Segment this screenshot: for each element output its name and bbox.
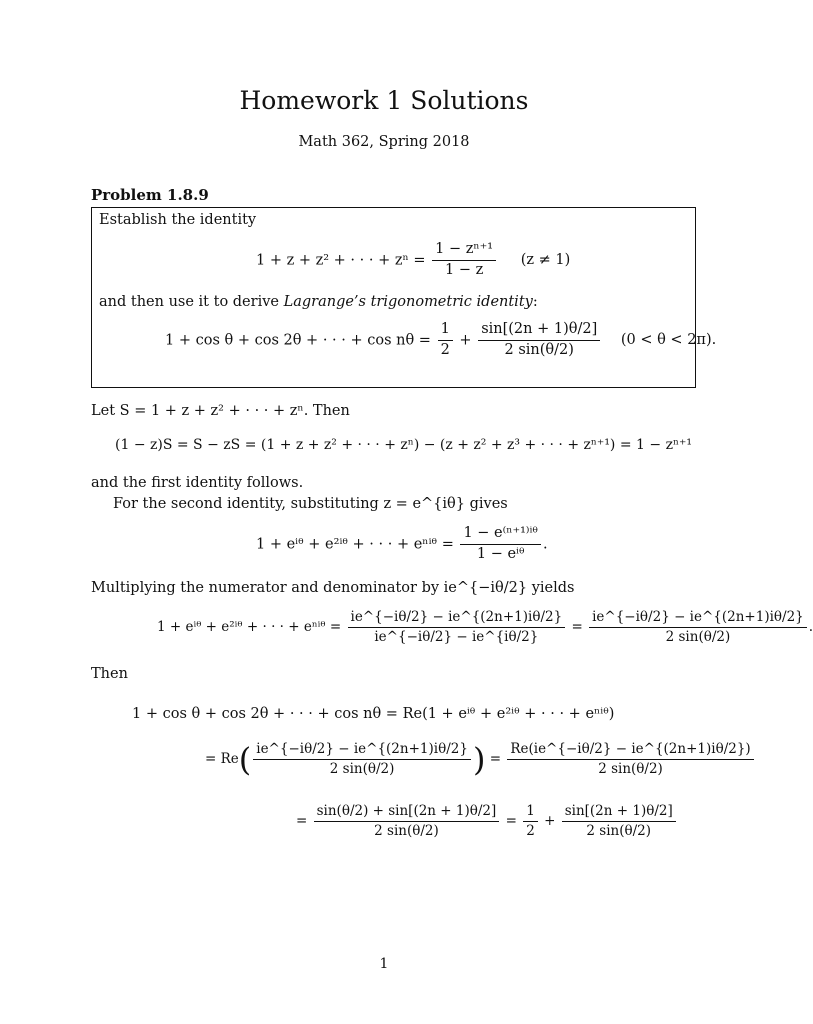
equation-2-numerator: 1 − e⁽ⁿ⁺¹⁾ⁱᶿ [460, 526, 541, 545]
equation-3 [157, 610, 813, 645]
equation-3-numerator-2: ie^{−iθ/2} − ie^{(2n+1)iθ/2} [589, 610, 807, 628]
equation-3-denominator-1: ie^{−iθ/2} − ie^{iθ/2} [374, 628, 539, 645]
equation-5-re: = Re [205, 750, 239, 767]
equation-3-fraction-2 [589, 610, 807, 645]
equation-6-half [523, 804, 538, 839]
identity-1-lhs: 1 + z + z² + · · · + zⁿ = [256, 252, 426, 269]
problem-heading: Problem 1.8.9 [91, 186, 209, 204]
identity-2-fraction [478, 322, 600, 359]
colon: : [532, 294, 538, 310]
identity-2-condition: (0 < θ < 2π). [620, 332, 717, 349]
identity-1-fraction [432, 242, 496, 279]
then-text: and then use it to derive [99, 294, 279, 310]
equation-5-denominator-1: 2 sin(θ/2) [329, 760, 395, 777]
half-numerator: 1 [438, 322, 453, 341]
equation-2-fraction [460, 526, 541, 563]
equation-3-period: . [808, 618, 813, 635]
equation-5-fraction-2 [507, 742, 753, 777]
then-word: Then [91, 666, 128, 682]
equation-5-fraction-1 [253, 742, 471, 777]
equation-2-period: . [543, 536, 548, 553]
identity-2-plus: + [459, 332, 472, 349]
identity-2-half [438, 322, 453, 359]
equation-6-denominator-2: 2 sin(θ/2) [586, 822, 652, 839]
first-identity-follows: and the first identity follows. [91, 475, 304, 491]
identity-1-condition: (z ≠ 1) [520, 252, 571, 269]
lagrange-name: Lagrange’s trigonometric identity [283, 294, 533, 310]
equation-6 [296, 804, 678, 839]
page-number: 1 [379, 956, 389, 972]
equation-5-numerator-1: ie^{−iθ/2} − ie^{(2n+1)iθ/2} [253, 742, 471, 760]
identity-2-numerator: sin[(2n + 1)θ/2] [478, 322, 600, 341]
equation-3-lhs: 1 + eⁱᶿ + e²ⁱᶿ + · · · + eⁿⁱᶿ = [157, 618, 342, 635]
second-identity-intro: For the second identity, substituting z = e^{iθ} gives [113, 496, 508, 512]
equation-3-equals: = [571, 618, 583, 635]
equation-5-denominator-2: 2 sin(θ/2) [598, 760, 663, 777]
equation-5 [205, 742, 756, 777]
equation-6-plus: + [544, 812, 556, 829]
equation-6-fraction-2 [562, 804, 676, 839]
equation-6-half-numerator: 1 [523, 804, 538, 822]
equation-6-denominator-1: 2 sin(θ/2) [374, 822, 439, 839]
identity-2-denominator: 2 sin(θ/2) [504, 341, 574, 358]
equation-2 [256, 526, 548, 563]
equation-3-numerator-1: ie^{−iθ/2} − ie^{(2n+1)iθ/2} [348, 610, 566, 628]
equation-5-numerator-2: Re(ie^{−iθ/2} − ie^{(2n+1)iθ/2}) [507, 742, 753, 760]
problem-intro: Establish the identity [99, 212, 257, 228]
identity-2-lhs: 1 + cos θ + cos 2θ + · · · + cos nθ = [165, 332, 431, 349]
equation-6-numerator-1: sin(θ/2) + sin[(2n + 1)θ/2] [314, 804, 500, 822]
equation-4: 1 + cos θ + cos 2θ + · · · + cos nθ = Re(1 + eⁱᶿ + e²ⁱᶿ + · · · + eⁿⁱᶿ) [132, 706, 615, 722]
equation-6-half-denominator: 2 [526, 822, 535, 839]
let-line: Let S = 1 + z + z² + · · · + zⁿ. Then [91, 403, 350, 419]
equation-5-equals: = [489, 750, 502, 767]
equation-3-denominator-2: 2 sin(θ/2) [665, 628, 731, 645]
equation-1: (1 − z)S = S − zS = (1 + z + z² + · · · + zⁿ) − (z + z² + z³ + · · · + zⁿ⁺¹) = 1 − zⁿ⁺¹ [115, 437, 693, 453]
equation-2-lhs: 1 + eⁱᶿ + e²ⁱᶿ + · · · + eⁿⁱᶿ = [256, 536, 454, 553]
half-denominator: 2 [440, 341, 450, 358]
identity-1-denominator: 1 − z [445, 261, 484, 278]
equation-6-fraction-1 [314, 804, 500, 839]
equation-2-denominator: 1 − eⁱᶿ [476, 545, 525, 562]
identity-1 [256, 242, 570, 279]
problem-then-line [99, 294, 538, 310]
equation-6-equals-2: = [505, 812, 517, 829]
equation-3-fraction-1 [348, 610, 566, 645]
right-paren-glyph: ) [472, 740, 486, 779]
identity-2 [165, 322, 716, 359]
document-title: Homework 1 Solutions [239, 86, 529, 115]
multiply-line: Multiplying the numerator and denominator by ie^{−iθ/2} yields [91, 580, 575, 596]
equation-6-equals: = [296, 812, 308, 829]
equation-6-numerator-2: sin[(2n + 1)θ/2] [562, 804, 676, 822]
identity-1-numerator: 1 − zⁿ⁺¹ [432, 242, 496, 261]
document-subtitle: Math 362, Spring 2018 [298, 134, 470, 150]
left-paren-glyph: ( [238, 740, 252, 779]
